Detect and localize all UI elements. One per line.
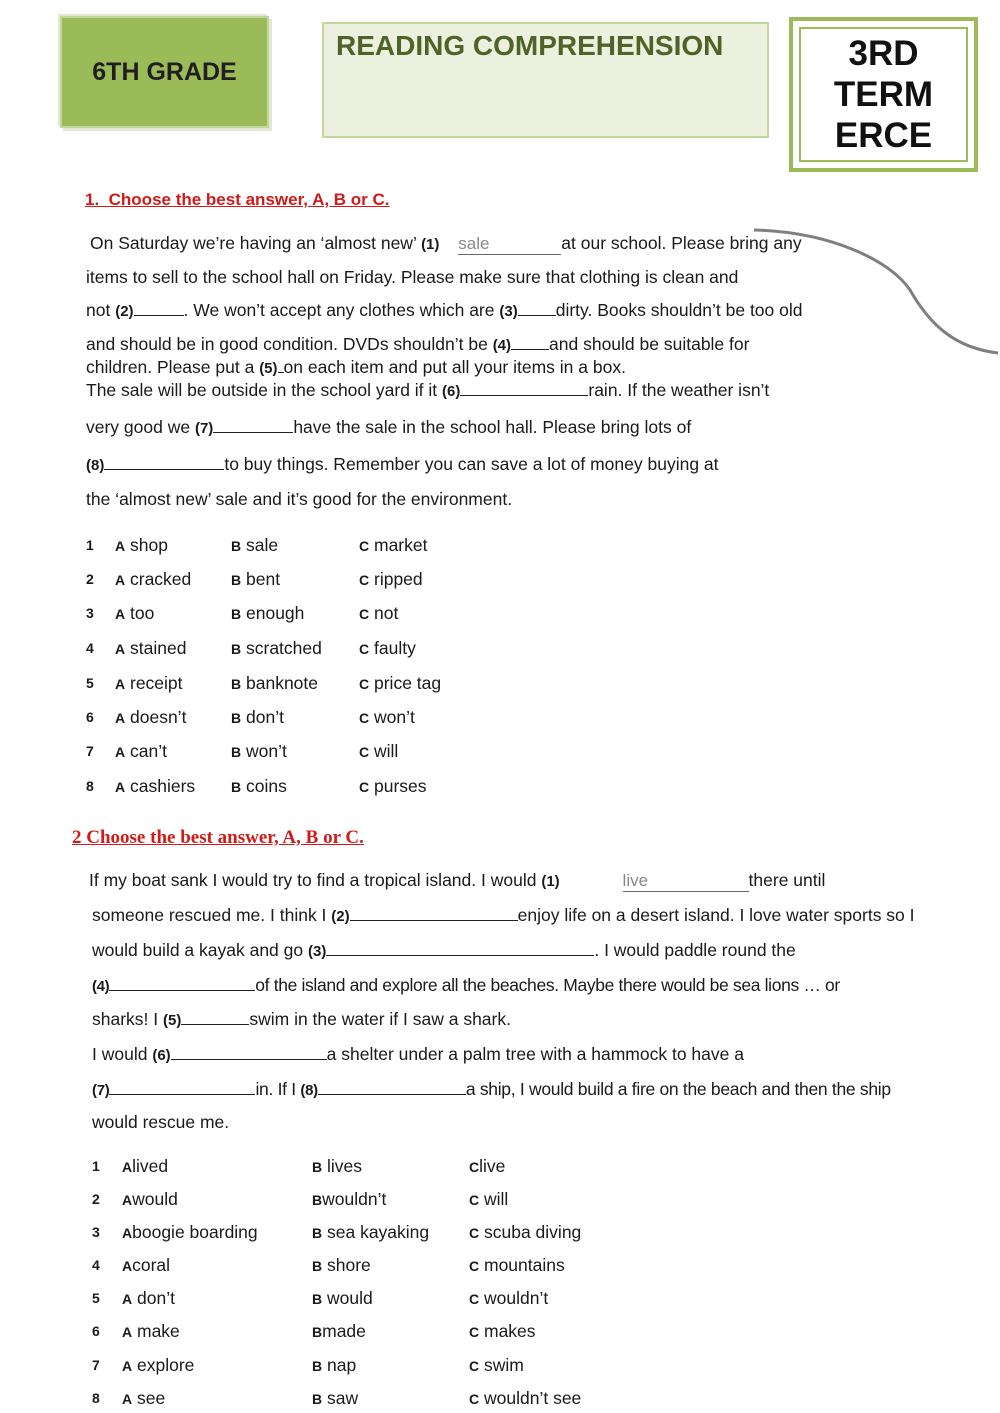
s1-option-b[interactable]: B bent bbox=[231, 569, 281, 589]
s1-option-b[interactable]: B banknote bbox=[231, 673, 319, 693]
s1-option-c[interactable]: C won’t bbox=[359, 707, 415, 727]
s1-option-b[interactable]: B sale bbox=[231, 535, 279, 555]
s1-passage-line-6: The sale will be outside in the school yard if it (6) rain. If the weather isn’t bbox=[86, 380, 770, 400]
s1-passage-line-7: very good we (7) have the sale in the school hall. Please bring lots of bbox=[86, 417, 692, 437]
s1-passage-line-3: not (2) . We won’t accept any clothes which are (3) dirty. Books shouldn’t be too old bbox=[86, 300, 803, 320]
s2-option-b[interactable]: Bwouldn’t bbox=[312, 1189, 387, 1209]
s2-option-a[interactable]: Aboogie boarding bbox=[122, 1222, 258, 1242]
s1-option-a[interactable]: A cracked bbox=[115, 569, 192, 589]
s2-passage-line-6: I would (6) a shelter under a palm tree with a hammock to have a bbox=[92, 1044, 744, 1064]
term-line-3: ERCE bbox=[834, 116, 933, 155]
s2-option-a[interactable]: A explore bbox=[122, 1355, 195, 1375]
s2-blank-8[interactable] bbox=[318, 1080, 466, 1095]
s2-blank-6[interactable] bbox=[171, 1045, 327, 1060]
s1-option-a[interactable]: A receipt bbox=[115, 673, 183, 693]
grade-label-box bbox=[60, 16, 269, 128]
s2-option-c[interactable]: Clive bbox=[469, 1156, 506, 1176]
s1-option-a[interactable]: A cashiers bbox=[115, 776, 196, 796]
s1-option-c[interactable]: C purses bbox=[359, 776, 427, 796]
s2-passage-line-5: sharks! I (5) swim in the water if I saw a shark. bbox=[92, 1009, 511, 1029]
s2-passage-line-1: If my boat sank I would try to find a tropical island. I would (1) live there until bbox=[89, 870, 826, 890]
s2-option-b[interactable]: B saw bbox=[312, 1388, 359, 1408]
s2-passage-line-2: someone rescued me. I think I (2) enjoy life on a desert island. I love water sports so I bbox=[92, 905, 915, 925]
s2-option-b[interactable]: B lives bbox=[312, 1156, 363, 1176]
term-line-2: TERM bbox=[833, 75, 934, 114]
s2-option-c[interactable]: C scuba diving bbox=[469, 1222, 582, 1242]
s2-option-b[interactable]: Bmade bbox=[312, 1321, 366, 1341]
section1-heading: 1. Choose the best answer, A, B or C. bbox=[85, 190, 390, 209]
s2-option-a[interactable]: A don’t bbox=[122, 1288, 175, 1308]
s2-blank-3[interactable] bbox=[326, 941, 594, 956]
term-line-1: 3RD bbox=[848, 34, 919, 73]
s2-passage-line-3: would build a kayak and go (3) . I would paddle round the bbox=[92, 940, 796, 960]
s2-option-b[interactable]: B nap bbox=[312, 1355, 357, 1375]
s1-option-c[interactable]: C market bbox=[359, 535, 428, 555]
s1-passage-line-8: (8) to buy things. Remember you can save a lot of money buying at bbox=[86, 454, 719, 474]
s1-option-c[interactable]: C not bbox=[359, 603, 399, 623]
s2-passage-line-4: (4) of the island and explore all the beaches. Maybe there would be sea lions … or bbox=[92, 975, 840, 995]
s2-blank-5[interactable] bbox=[181, 1010, 249, 1025]
s1-option-c[interactable]: C faulty bbox=[359, 638, 416, 658]
s1-blank-4[interactable] bbox=[511, 335, 549, 350]
s1-passage-line-4: and should be in good condition. DVDs shouldn’t be (4) and should be suitable for bbox=[86, 334, 750, 354]
s1-option-a[interactable]: A too bbox=[115, 603, 155, 623]
s1-blank-7[interactable] bbox=[213, 418, 293, 433]
s1-option-b[interactable]: B don’t bbox=[231, 707, 284, 727]
s1-blank-6[interactable] bbox=[460, 381, 588, 396]
s2-option-a[interactable]: Acoral bbox=[122, 1255, 171, 1275]
s1-option-c[interactable]: C price tag bbox=[359, 673, 442, 693]
s1-passage-line-9: the ‘almost new’ sale and it’s good for the environment. bbox=[86, 489, 513, 509]
s2-option-a[interactable]: A make bbox=[122, 1321, 180, 1341]
s1-passage-line-5: children. Please put a (5) on each item and put all your items in a box. bbox=[86, 357, 626, 377]
s1-option-a[interactable]: A doesn’t bbox=[115, 707, 187, 727]
s1-answer-1[interactable]: sale bbox=[458, 234, 561, 255]
s1-blank-3[interactable] bbox=[518, 301, 556, 316]
s1-option-b[interactable]: B won’t bbox=[231, 741, 287, 761]
s2-blank-7[interactable] bbox=[109, 1080, 255, 1095]
page-title: READING COMPREHENSION bbox=[336, 30, 724, 61]
s2-passage-line-8: would rescue me. bbox=[92, 1112, 230, 1132]
term-box bbox=[789, 17, 978, 172]
s1-option-b[interactable]: B coins bbox=[231, 776, 287, 796]
s1-blank-2[interactable] bbox=[134, 301, 184, 316]
title-box bbox=[322, 22, 769, 138]
s2-option-c[interactable]: C swim bbox=[469, 1355, 524, 1375]
s2-option-c[interactable]: C makes bbox=[469, 1321, 536, 1341]
section2-heading: 2 Choose the best answer, A, B or C. bbox=[72, 827, 364, 848]
s1-option-b[interactable]: B scratched bbox=[231, 638, 322, 658]
s1-option-c[interactable]: C ripped bbox=[359, 569, 423, 589]
s1-option-a[interactable]: A shop bbox=[115, 535, 168, 555]
grade-label: 6TH GRADE bbox=[92, 57, 237, 86]
s2-option-b[interactable]: B would bbox=[312, 1288, 373, 1308]
s2-blank-2[interactable] bbox=[350, 906, 518, 921]
s2-option-a[interactable]: A see bbox=[122, 1388, 166, 1408]
s1-option-c[interactable]: C will bbox=[359, 741, 399, 761]
s2-blank-4[interactable] bbox=[109, 976, 255, 991]
s1-passage-line-2: items to sell to the school hall on Friday. Please make sure that clothing is clean and bbox=[86, 267, 739, 287]
s2-option-c[interactable]: C wouldn’t bbox=[469, 1288, 549, 1308]
s2-option-c[interactable]: C wouldn’t see bbox=[469, 1388, 582, 1408]
s2-passage-line-7: (7) in. If I (8) a ship, I would build a fire on the beach and then the ship bbox=[92, 1079, 891, 1099]
s2-option-b[interactable]: B sea kayaking bbox=[312, 1222, 430, 1242]
s2-option-c[interactable]: C mountains bbox=[469, 1255, 565, 1275]
s2-option-a[interactable]: Alived bbox=[122, 1156, 169, 1176]
s2-option-a[interactable]: Awould bbox=[122, 1189, 178, 1209]
s1-passage-line-1: On Saturday we’re having an ‘almost new’ (1) sale at our school. Please bring any bbox=[90, 233, 802, 253]
s1-option-a[interactable]: A can’t bbox=[115, 741, 167, 761]
s1-option-b[interactable]: B enough bbox=[231, 603, 305, 623]
s2-option-c[interactable]: C will bbox=[469, 1189, 509, 1209]
s1-option-a[interactable]: A stained bbox=[115, 638, 187, 658]
s2-option-b[interactable]: B shore bbox=[312, 1255, 371, 1275]
s1-blank-8[interactable] bbox=[104, 455, 224, 470]
s2-answer-1[interactable]: live bbox=[623, 871, 749, 892]
